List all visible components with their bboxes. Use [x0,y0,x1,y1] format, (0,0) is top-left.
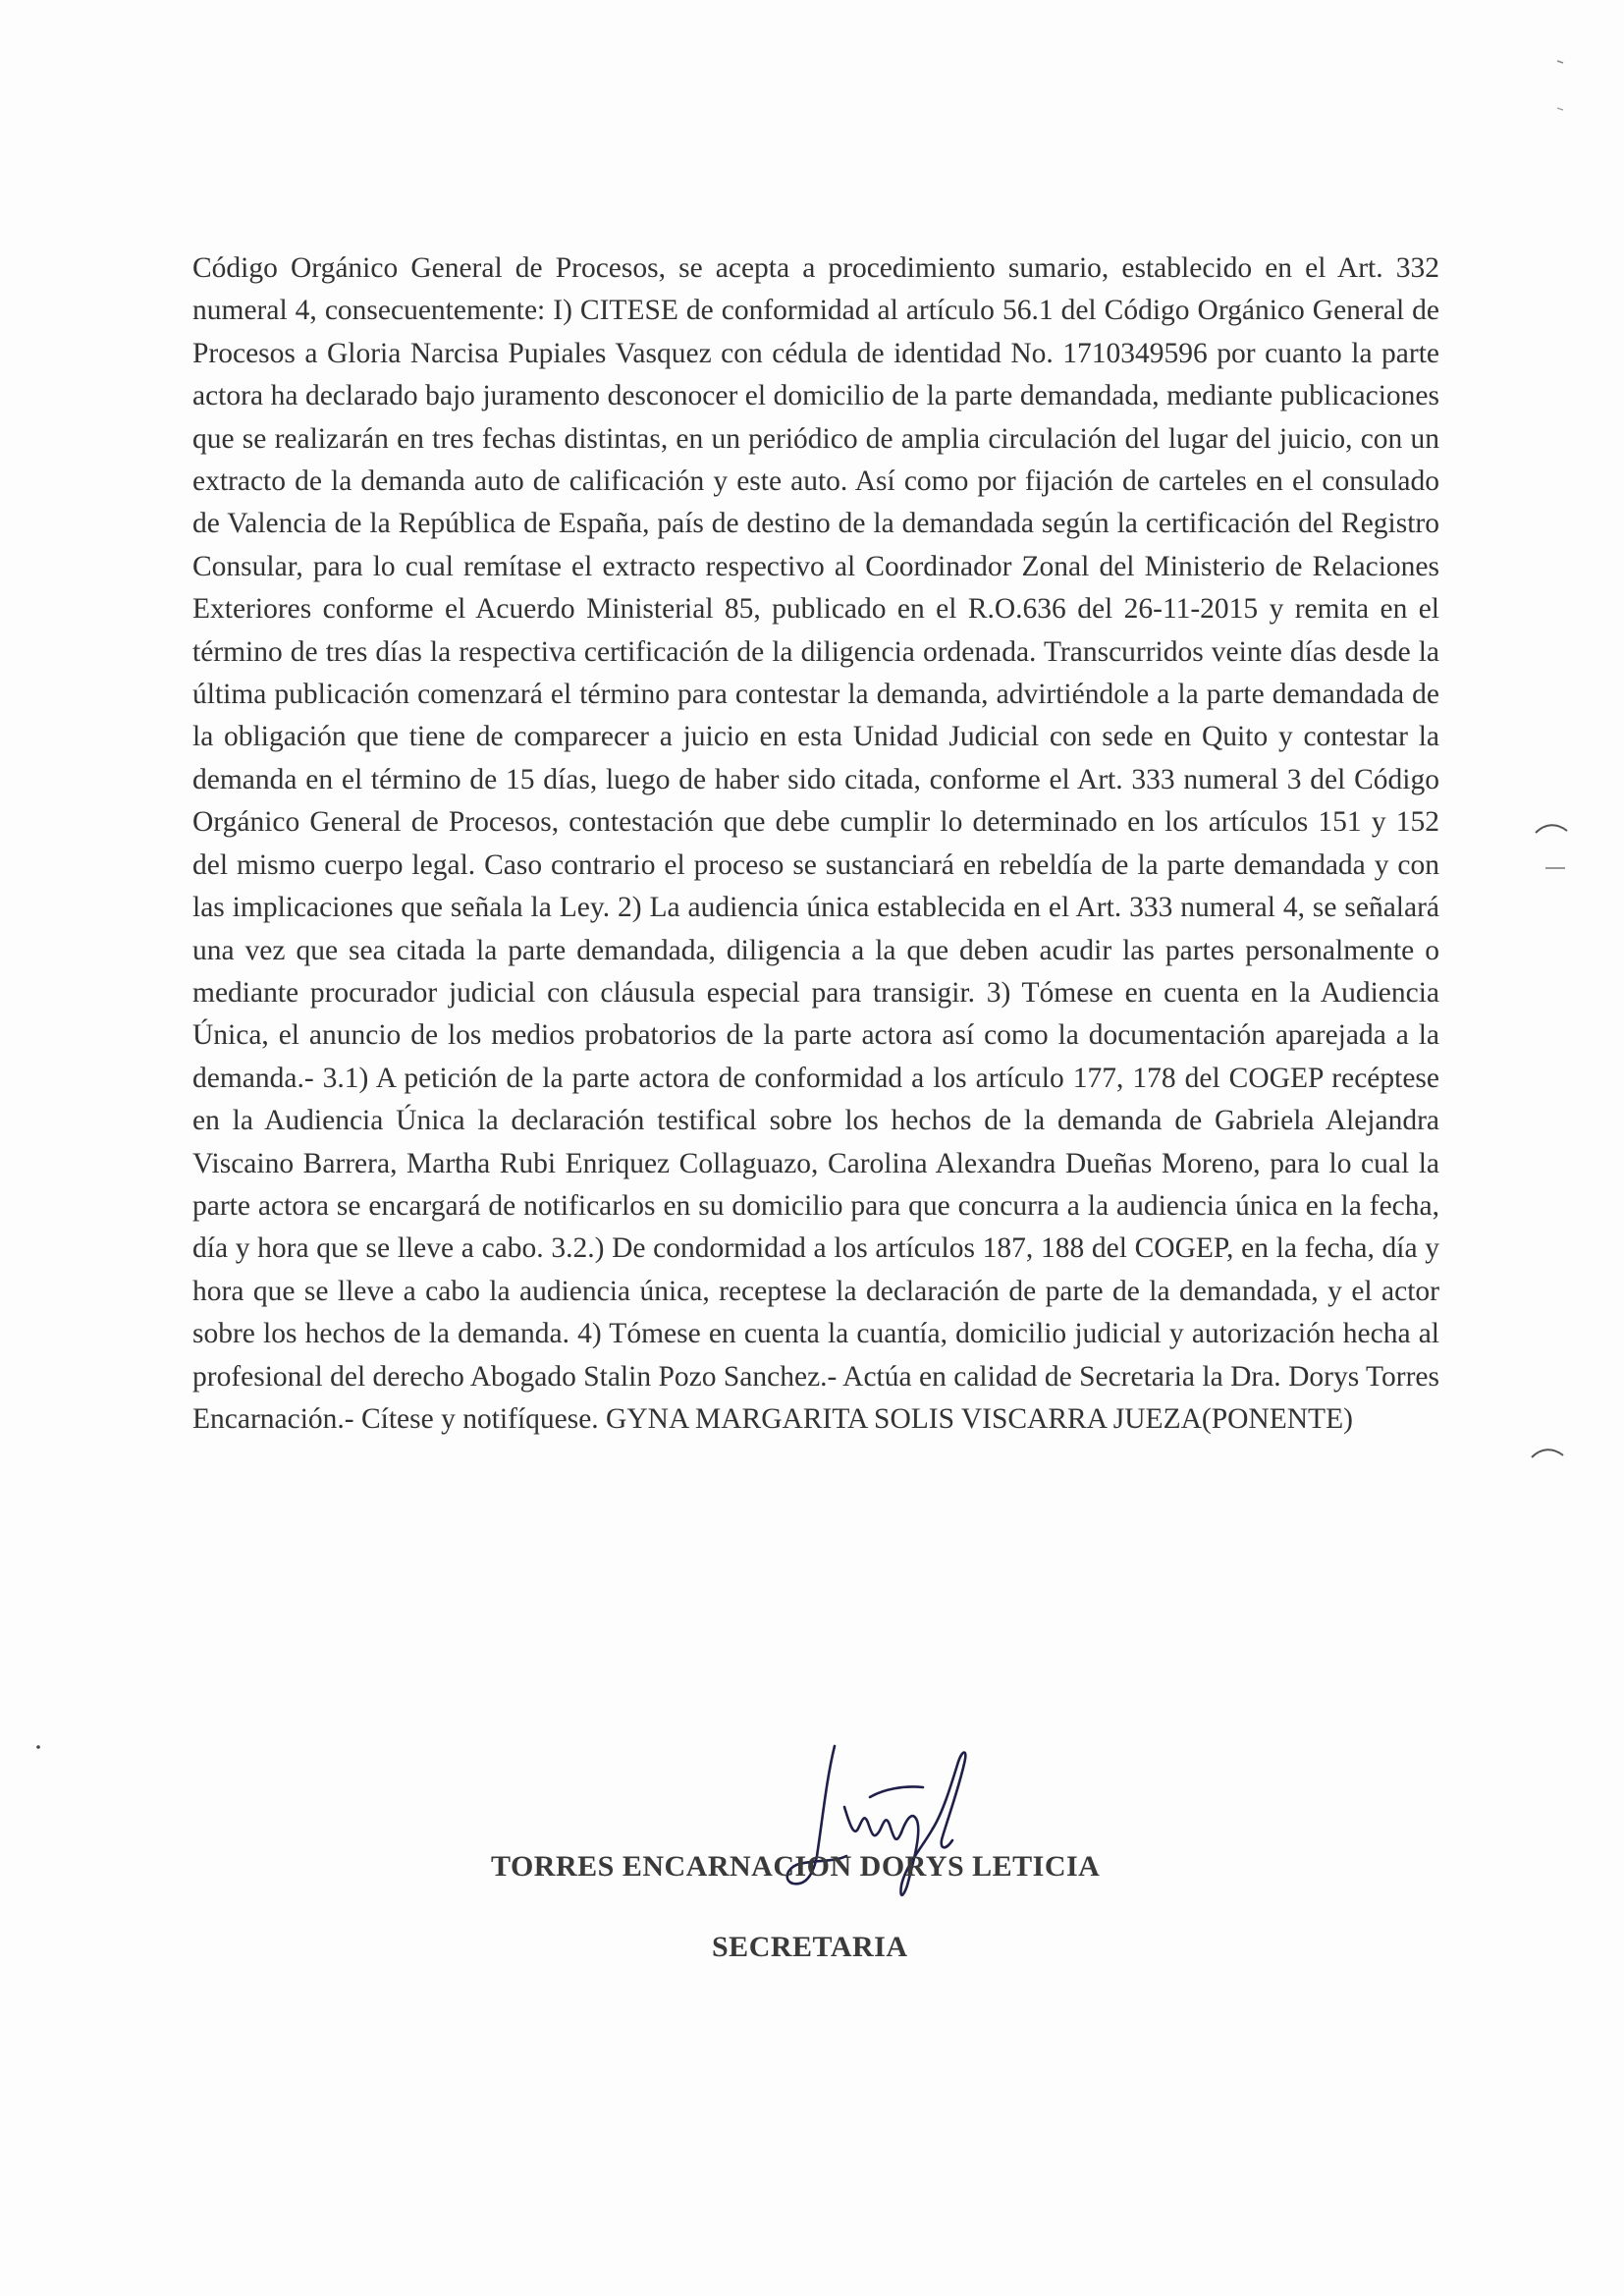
scan-mark [1528,1442,1567,1471]
body-paragraph: Código Orgánico General de Procesos, se acepta a procedimiento sumario, establecido en el Art. 332 numeral 4, consecuentemente: I) CITESE de conformidad al artículo 56.1 del Código Orgánico General de Procesos a Gloria Narcisa Pupiales Vasquez con cédula de identidad No. 1710349596 por cuanto la parte actora ha declarado bajo juramento desconocer el domicilio de la parte demandada, mediante publicaciones que se realizarán en tres fechas distintas, en un periódico de amplia circulación del lugar del juicio, con un extracto de la demanda auto de calificación y este auto. Así como por fijación de carteles en el consulado de Valencia de la República de España, país de destino de la demandada según la certificación del Registro Consular, para lo cual remítase el extracto respectivo al Coordinador Zonal del Ministerio de Relaciones Exteriores conforme el Acuerdo Ministerial 85, publicado en el R.O.636 del 26-11-2015 y remita en el término de tres días la respectiva certificación de la diligencia ordenada. Transcurridos veinte días desde la última publicación comenzará el término para contestar la demanda, advirtiéndole a la parte demandada de la obligación que tiene de comparecer a juicio en esta Unidad Judicial con sede en Quito y contestar la demanda en el término de 15 días, luego de haber sido citada, conforme el Art. 333 numeral 3 del Código Orgánico General de Procesos, contestación que debe cumplir lo determinado en los artículos 151 y 152 del mismo cuerpo legal. Caso contrario el proceso se sustanciará en rebeldía de la parte demandada y con las implicaciones que señala la Ley. 2) La audiencia única establecida en el Art. 333 numeral 4, se señalará una vez que sea citada la parte demandada, diligencia a la que deben acudir las partes personalmente o mediante procurador judicial con cláusula especial para transigir. 3) Tómese en cuenta en la Audiencia Única, el anuncio de los medios probatorios de la parte actora así como la documentación aparejada a la demanda.- 3.1) A petición de la parte actora de conformidad a los artículo 177, 178 del COGEP recéptese en la Audiencia Única la declaración testifical sobre los hechos de la demanda de Gabriela Alejandra Viscaino Barrera, Martha Rubi Enriquez Collaguazo, Carolina Alexandra Dueñas Moreno, para lo cual la parte actora se encargará de notificarlos en su domicilio para que concurra a la audiencia única en la fecha, día y hora que se lleve a cabo. 3.2.) De condormidad a los artículos 187, 188 del COGEP, en la fecha, día y hora que se lleve a cabo la audiencia única, receptese la declaración de parte de la demandada, y el actor sobre los hechos de la demanda. 4) Tómese en cuenta la cuantía, domicilio judicial y autorización hecha al profesional del derecho Abogado Stalin Pozo Sanchez.- Actúa en calidad de Secretaria la Dra. Dorys Torres Encarnación.- Cítese y notifíquese. GYNA MARGARITA SOLIS VISCARRA JUEZA(PONENTE) [192,252,1439,1435]
signature-block [481,1836,1168,1994]
document-body [192,247,1439,1441]
scan-mark [33,1742,43,1752]
signer-name: TORRES ENCARNACION DORYS LETICIA [491,1850,1101,1883]
signer-role: SECRETARIA [712,1931,908,1963]
scan-mark [1551,55,1571,124]
scan-mark [1532,815,1571,884]
